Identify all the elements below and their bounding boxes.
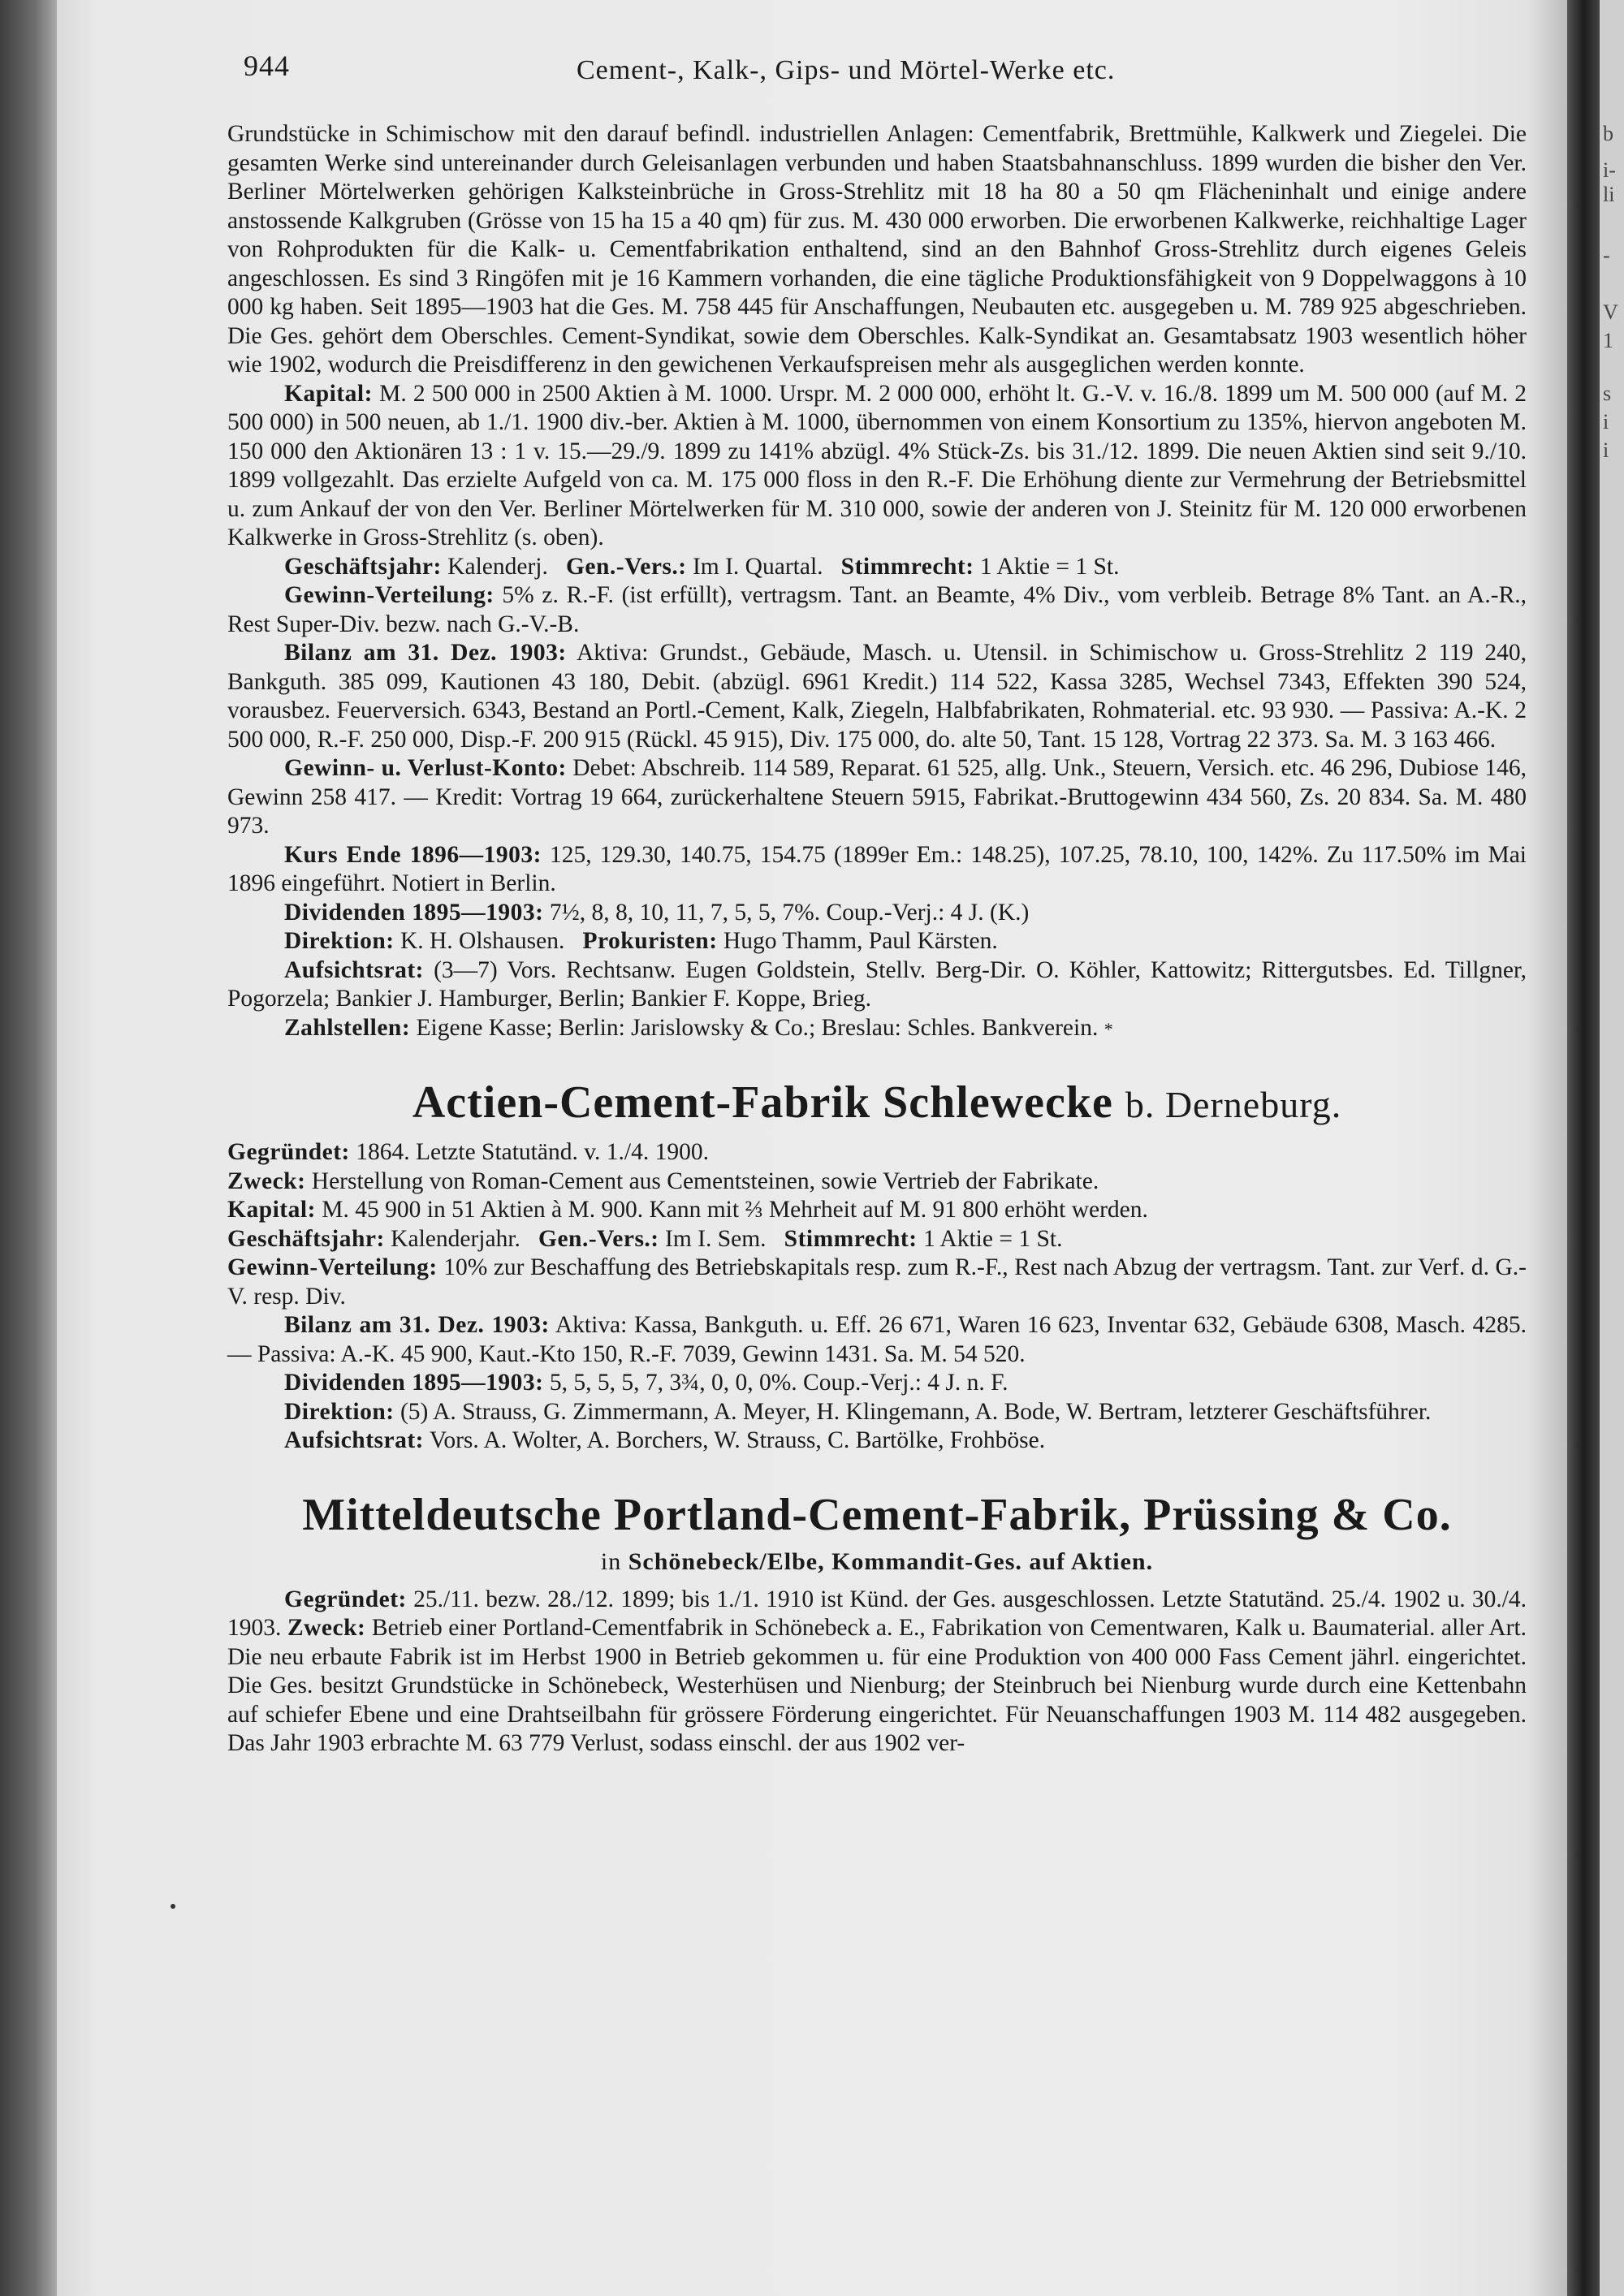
entry1-aufsichtsrat <box>227 956 1527 1014</box>
kapital-label: Kapital: <box>227 1197 316 1223</box>
gegruendet-label: Gegründet: <box>227 1139 350 1165</box>
gewinnverteilung-label: Gewinn-Verteilung: <box>284 582 495 608</box>
entry1-bilanz <box>227 639 1527 754</box>
entry1-guv <box>227 754 1527 841</box>
geschaeftsjahr-label: Geschäftsjahr: <box>227 1225 385 1252</box>
entry1-dividenden <box>227 899 1527 928</box>
direktion-text: (5) A. Strauss, G. Zimmermann, A. Meyer, H. Klingemann, A. Bode, W. Bertram, letzterer Geschäftsführer. <box>400 1398 1432 1425</box>
subtitle-prefix: in <box>600 1547 622 1575</box>
genvers-label: Gen.-Vers.: <box>538 1225 659 1252</box>
bilanz-label: Bilanz am 31. Dez. 1903: <box>284 1312 550 1338</box>
geschaeftsjahr-label: Geschäftsjahr: <box>284 553 442 580</box>
company-title-mitteldeutsche: Mitteldeutsche Portland-Cement-Fabrik, Prüssing & Co. <box>302 1489 1452 1540</box>
direktion-text: K. H. Olshausen. <box>400 928 565 954</box>
geschaeftsjahr-text: Kalenderjahr. <box>391 1225 520 1252</box>
edge-glyph: - <box>1603 244 1610 267</box>
gegruendet-label: Gegründet: <box>284 1586 407 1612</box>
running-title: Cement-, Kalk-, Gips- und Mörtel-Werke etc. <box>577 55 1116 85</box>
edge-glyph: b <box>1603 122 1613 145</box>
edge-glyph: i <box>1603 438 1609 462</box>
company-location: b. Derneburg. <box>1125 1084 1342 1125</box>
gewinnverteilung-text: 5% z. R.-F. (ist erfüllt), vertragsm. Tant. an Beamte, 4% Div., vom verbleib. Betrage 8% Tant. an A.-R., Rest Super-Div. bezw. nach G.-V.-B. <box>227 582 1527 637</box>
stimmrecht-label: Stimmrecht: <box>840 553 974 580</box>
facing-page-edge <box>1600 0 1624 2296</box>
direktion-label: Direktion: <box>284 1398 395 1425</box>
asterisk-mark: * <box>1104 1018 1113 1039</box>
entry2-zweck <box>227 1167 1527 1197</box>
entry1-geschaeftsjahr <box>227 553 1527 582</box>
entry3-gegruendet <box>227 1586 1527 1759</box>
entry-continuation <box>227 120 1527 1043</box>
running-head <box>227 49 1527 97</box>
dividenden-label: Dividenden 1895—1903: <box>284 1370 544 1396</box>
entry2-gegruendet <box>227 1138 1527 1167</box>
entry-mitteldeutsche <box>227 1586 1527 1759</box>
printer-speck <box>171 1904 175 1909</box>
book-spine-shadow <box>0 0 57 2296</box>
guv-text: Debet: Abschreib. 114 589, Reparat. 61 525, allg. Unk., Steuern, Versich. etc. 46 296, Dubiose 146, Gewinn 258 417. — Kredit: Vortrag 19 664, zurückerhaltene Steuern 5915, Fabrikat.-Bruttogewinn 434 560, Zs. 20 834. Sa. M. 480 973. <box>227 755 1527 839</box>
zahlstellen-label: Zahlstellen: <box>284 1014 411 1041</box>
entry2-geschaeftsjahr <box>227 1225 1527 1254</box>
page-content <box>227 49 1527 1759</box>
entry2-gewinnverteilung <box>227 1254 1527 1311</box>
geschaeftsjahr-text: Kalenderj. <box>447 553 548 580</box>
entry1-gewinnverteilung <box>227 581 1527 639</box>
aufsichtsrat-text: Vors. A. Wolter, A. Borchers, W. Strauss, C. Bartölke, Frohböse. <box>429 1427 1046 1453</box>
page-number: 944 <box>244 50 290 82</box>
entry2-dividenden <box>227 1369 1527 1398</box>
entry1-zahlstellen <box>227 1014 1527 1044</box>
gewinnverteilung-text: 10% zur Beschaffung des Betriebskapitals resp. zum R.-F., Rest nach Abzug der vertragsm. Tant. zur Verf. d. G.-V. resp. Div. <box>227 1254 1527 1310</box>
gegruendet-text: 1864. Letzte Statutänd. v. 1./4. 1900. <box>356 1139 709 1165</box>
gewinnverteilung-label: Gewinn-Verteilung: <box>227 1254 438 1280</box>
zweck-label: Zweck: <box>287 1615 366 1641</box>
entry2-aufsichtsrat <box>227 1426 1527 1456</box>
entry2-kapital <box>227 1196 1527 1225</box>
company-name: Actien-Cement-Fabrik Schlewecke <box>412 1077 1113 1128</box>
kapital-label: Kapital: <box>284 380 373 407</box>
subtitle-text: Schönebeck/Elbe, Kommandit-Ges. auf Aktien. <box>628 1547 1154 1575</box>
bilanz-label: Bilanz am 31. Dez. 1903: <box>284 640 567 666</box>
guv-label: Gewinn- u. Verlust-Konto: <box>284 755 567 781</box>
aufsichtsrat-label: Aufsichtsrat: <box>284 1427 425 1453</box>
edge-glyph: s <box>1603 382 1612 405</box>
entry1-direktion <box>227 927 1527 956</box>
zweck-text: Betrieb einer Portland-Cementfabrik in Schönebeck a. E., Fabrikation von Cementwaren, Kalk u. Baumaterial. aller Art. Die neu erbaute Fabrik ist im Herbst 1900 in Betrieb gekommen u. für eine Produktion von 400 000 Fass Cement jährl. eingerichtet. Die Ges. besitzt Grundstücke in Schönebeck, Westerhüsen und Nienburg; der Steinbruch bei Nienburg wurde durch eine Kettenbahn auf schiefer Ebene und eine Drahtseilbahn für grössere Förderung eingerichtet. Für Neuanschaffungen 1903 M. 114 482 ausgegeben. Das Jahr 1903 erbrachte M. 63 779 Verlust, sodass einschl. der aus 1902 ver- <box>227 1615 1527 1756</box>
edge-glyph: li <box>1603 183 1615 206</box>
stimmrecht-text: 1 Aktie = 1 St. <box>922 1225 1063 1252</box>
zahlstellen-text: Eigene Kasse; Berlin: Jarislowsky & Co.; Breslau: Schles. Bankverein. <box>416 1014 1099 1041</box>
direktion-label: Direktion: <box>284 928 395 954</box>
gegruendet-text: 25./11. bezw. 28./12. 1899; bis 1./1. 1910 ist Künd. der Ges. ausgeschlossen. Letzte Statutänd. 25./4. 1902 u. 30./4. 1903. <box>227 1586 1527 1641</box>
zweck-text: Herstellung von Roman-Cement aus Cementsteinen, sowie Vertrieb der Fabrikate. <box>311 1167 1099 1194</box>
edge-glyph: i- <box>1603 158 1616 182</box>
kurs-text: 125, 129.30, 140.75, 154.75 (1899er Em.: 148.25), 107.25, 78.10, 100, 142%. Zu 117.50% im Mai 1896 eingeführt. Notiert in Berlin. <box>227 841 1527 896</box>
stimmrecht-text: 1 Aktie = 1 St. <box>979 553 1120 580</box>
kapital-text: M. 45 900 in 51 Aktien à M. 900. Kann mit ⅔ Mehrheit auf M. 91 800 erhöht werden. <box>322 1197 1148 1223</box>
aufsichtsrat-text: (3—7) Vors. Rechtsanw. Eugen Goldstein, Stellv. Berg-Dir. O. Köhler, Kattowitz; Rittergutsbes. Ed. Tillgner, Pogorzela; Bankier J. Hamburger, Berlin; Bankier F. Koppe, Brieg. <box>227 956 1527 1012</box>
entry1-kurs <box>227 841 1527 899</box>
genvers-text: Im I. Quartal. <box>692 553 823 580</box>
bilanz-text: Aktiva: Grundst., Gebäude, Masch. u. Utensil. in Schimischow u. Gross-Strehlitz 2 119 240, Bankguth. 385 099, Kautionen 43 180, Debit. (abzügl. 6961 Kredit.) 114 522, Kassa 3285, Wechsel 7343, Effekten 390 524, vorausbez. Feuerversich. 6343, Bestand an Portl.-Cement, Kalk, Ziegeln, Halbfabrikaten, Rohmaterial. etc. 93 930. — Passiva: A.-K. 2 500 000, R.-F. 250 000, Disp.-F. 200 915 (Rückl. 45 915), Div. 175 000, do. alte 50, Tant. 15 128, Vortrag 22 373. Sa. M. 3 163 466. <box>227 640 1527 753</box>
stimmrecht-label: Stimmrecht: <box>784 1225 918 1252</box>
prokuristen-label: Prokuristen: <box>582 928 718 954</box>
edge-glyph: V <box>1603 300 1618 324</box>
dividenden-text: 7½, 8, 8, 10, 11, 7, 5, 5, 7%. Coup.-Verj.: 4 J. (K.) <box>549 899 1030 926</box>
aufsichtsrat-label: Aufsichtsrat: <box>284 956 425 983</box>
genvers-text: Im I. Sem. <box>665 1225 767 1252</box>
entry2-direktion <box>227 1398 1527 1427</box>
book-gutter-shadow <box>1567 0 1600 2296</box>
entry-schlewecke <box>227 1138 1527 1456</box>
entry2-bilanz <box>227 1311 1527 1369</box>
entry1-kapital <box>227 380 1527 553</box>
edge-glyph: i <box>1603 410 1609 434</box>
dividenden-text: 5, 5, 5, 5, 7, 3¾, 0, 0, 0%. Coup.-Verj.: 4 J. n. F. <box>549 1370 1009 1396</box>
kurs-label: Kurs Ende 1896—1903: <box>284 841 542 868</box>
company-subtitle <box>227 1548 1527 1576</box>
edge-glyph: 1 <box>1603 329 1613 352</box>
dividenden-label: Dividenden 1895—1903: <box>284 899 544 926</box>
company-title-schlewecke <box>227 1074 1527 1133</box>
prokuristen-text: Hugo Thamm, Paul Kärsten. <box>723 928 998 954</box>
entry1-intro: Grundstücke in Schimischow mit den darauf befindl. industriellen Anlagen: Cementfabrik, Brettmühle, Kalkwerk und Ziegelei. Die gesamten Werke sind untereinander durch Geleisanlagen verbunden und haben Staatsbahnanschluss. 1899 wurden die bisher den Ver. Berliner Mörtelwerken gehörigen Kalksteinbrüche in Gross-Strehlitz mit 18 ha 80 a 50 qm Flächeninhalt und einige andere anstossende Kalkgruben (Grösse von 15 ha 15 a 40 qm) für zus. M. 430 000 erworben. Die erworbenen Kalkwerke, reichhaltige Lager von Rohprodukten für die Kalk- u. Cementfabrikation enthaltend, sind an den Bahnhof Gross-Strehlitz durch eigenes Geleis angeschlossen. Es sind 3 Ringöfen mit je 16 Kammern vorhanden, die eine tägliche Produktionsfähigkeit von 9 Doppelwaggons à 10 000 kg haben. Seit 1895—1903 hat die Ges. M. 758 445 für Anschaffungen, Neubauten etc. ausgegeben u. M. 789 925 abgeschrieben. Die Ges. gehört dem Oberschles. Cement-Syndikat, sowie dem Oberschles. Kalk-Syndikat an. Gesamtabsatz 1903 wesentlich höher wie 1902, wodurch die Preisdifferenz in den gewichenen Verkaufspreisen mehr als ausgeglichen werden konnte. <box>227 121 1527 378</box>
kapital-text: M. 2 500 000 in 2500 Aktien à M. 1000. Urspr. M. 2 000 000, erhöht lt. G.-V. v. 16./8. 1899 um M. 500 000 (auf M. 2 500 000) in 500 neuen, ab 1./1. 1900 div.-ber. Aktien à M. 1000, übernommen von einem Konsortium zu 135%, hiervon angeboten M. 150 000 den Aktionären 13 : 1 v. 15.—29./9. 1899 zu 141% abzügl. 4% Stück-Zs. bis 31./12. 1899. Die neuen Aktien sind seit 9./10. 1899 vollgezahlt. Das erzielte Aufgeld von ca. M. 175 000 floss in den R.-F. Die Erhöhung diente zur Vermehrung der Betriebsmittel u. zum Ankauf der von den Ver. Berliner Mörtelwerken für M. 310 000, sowie der anderen von J. Steinitz für M. 120 000 erworbenen Kalkwerke in Gross-Strehlitz (s. oben). <box>227 380 1527 550</box>
zweck-label: Zweck: <box>227 1167 306 1194</box>
genvers-label: Gen.-Vers.: <box>565 553 687 580</box>
bilanz-text: Aktiva: Kassa, Bankguth. u. Eff. 26 671, Waren 16 623, Inventar 632, Gebäude 6308, Masch. 4285. — Passiva: A.-K. 45 900, Kaut.-Kto 150, R.-F. 7039, Gewinn 1431. Sa. M. 54 520. <box>227 1312 1527 1367</box>
